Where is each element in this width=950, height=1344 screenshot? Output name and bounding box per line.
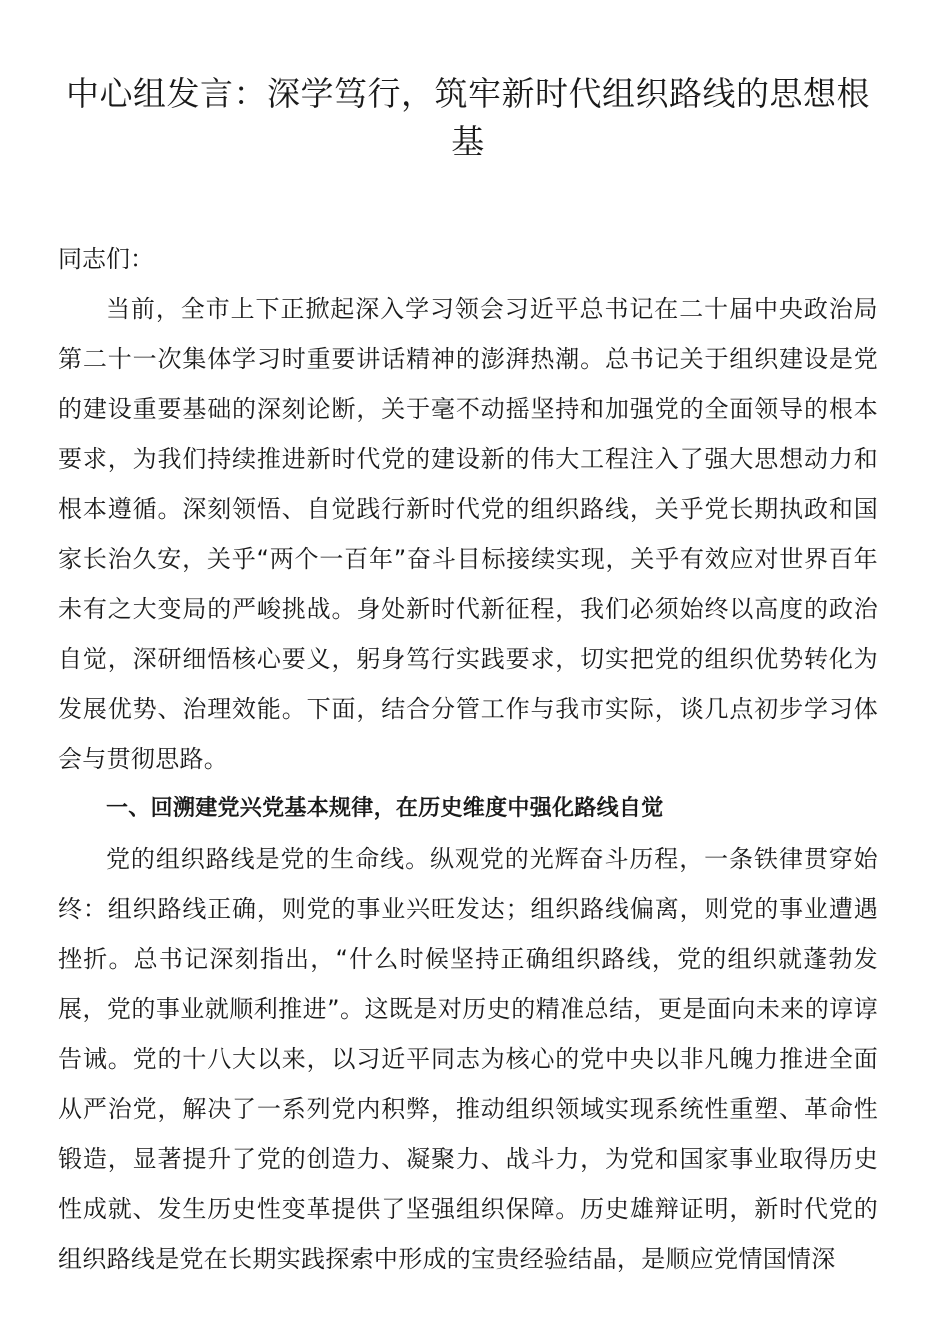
section-heading-1: 一、回溯建党兴党基本规律，在历史维度中强化路线自觉	[106, 796, 664, 821]
document-title: 中心组发言：深学笃行，筑牢新时代组织路线的思想根基	[66, 74, 870, 161]
document-page	[58, 70, 878, 1284]
intro-paragraph: 当前，全市上下正掀起深入学习领会习近平总书记在二十届中央政治局第二十一次集体学习时重要讲话精神的澎湃热潮。总书记关于组织建设是党的建设重要基础的深刻论断，关于毫不动摇坚持和加强党的全面领导的根本要求，为我们持续推进新时代党的建设新的伟大工程注入了强大思想动力和根本遵循。深刻领悟、自觉践行新时代党的组织路线，关乎党长期执政和国家长治久安，关乎“两个一百年”奋斗目标接续实现，关乎有效应对世界百年未有之大变局的严峻挑战。身处新时代新征程，我们必须始终以高度的政治自觉，深研细悟核心要义，躬身笃行实践要求，切实把党的组织优势转化为发展优势、治理效能。下面，结合分管工作与我市实际，谈几点初步学习体会与贯彻思路。	[58, 295, 878, 773]
salutation: 同志们：	[58, 245, 154, 273]
section-1-paragraph: 党的组织路线是党的生命线。纵观党的光辉奋斗历程，一条铁律贯穿始终：组织路线正确，则党的事业兴旺发达；组织路线偏离，则党的事业遭遇挫折。总书记深刻指出，“什么时候坚持正确组织路线，党的组织就蓬勃发展，党的事业就顺利推进”。这既是对历史的精准总结，更是面向未来的谆谆告诫。党的十八大以来，以习近平同志为核心的党中央以非凡魄力推进全面从严治党，解决了一系列党内积弊，推动组织领域实现系统性重塑、革命性锻造，显著提升了党的创造力、凝聚力、战斗力，为党和国家事业取得历史性成就、发生历史性变革提供了坚强组织保障。历史雄辩证明，新时代党的组织路线是党在长期实践探索中形成的宝贵经验结晶，是顺应党情国情深	[58, 845, 878, 1273]
